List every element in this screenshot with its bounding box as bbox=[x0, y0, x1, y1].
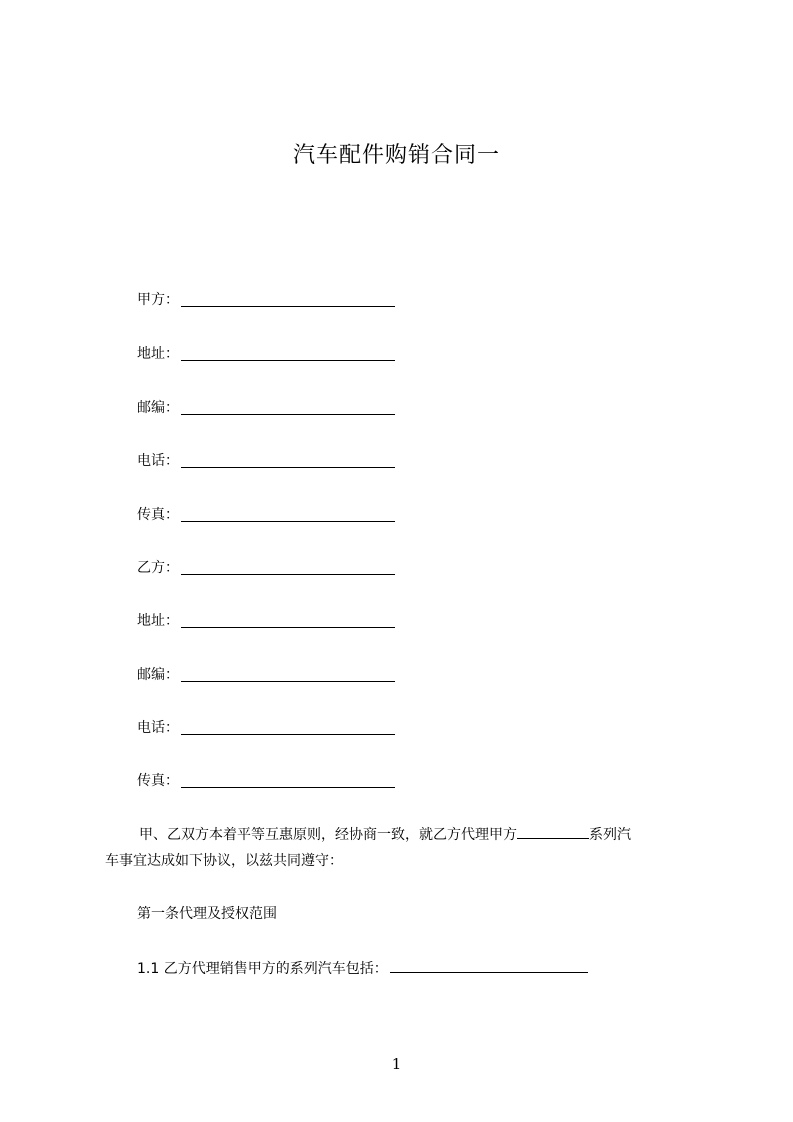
party-b-postcode-field bbox=[137, 665, 395, 685]
party-b-name-label: 乙方： bbox=[137, 560, 179, 576]
party-b-fax-field bbox=[137, 771, 395, 791]
party-b-fax-label: 传真： bbox=[137, 773, 179, 789]
intro-line-2: 车事宜达成如下协议，以兹共同遵守： bbox=[105, 853, 343, 869]
party-a-address-label: 地址： bbox=[137, 346, 179, 362]
clause-1-1-text: 1.1 乙方代理销售甲方的系列汽车包括： bbox=[137, 961, 388, 977]
intro-line-1 bbox=[139, 824, 631, 845]
party-a-fax-label: 传真： bbox=[137, 507, 179, 523]
party-b-name-field bbox=[137, 558, 395, 578]
party-b-fax-blank bbox=[181, 773, 395, 788]
party-a-phone-blank bbox=[181, 453, 395, 468]
party-a-postcode-label: 邮编： bbox=[137, 400, 179, 416]
party-a-fax-field bbox=[137, 505, 395, 525]
clause-1-1-blank bbox=[390, 958, 588, 973]
party-a-phone-field bbox=[137, 451, 395, 471]
party-a-name-field bbox=[137, 290, 395, 310]
party-a-postcode-field bbox=[137, 398, 395, 418]
party-a-postcode-blank bbox=[181, 400, 395, 415]
party-b-postcode-label: 邮编： bbox=[137, 667, 179, 683]
party-a-name-blank bbox=[181, 292, 395, 307]
party-b-address-field bbox=[137, 611, 395, 631]
party-b-name-blank bbox=[181, 560, 395, 575]
party-b-postcode-blank bbox=[181, 667, 395, 682]
page-number: 1 bbox=[391, 1055, 402, 1073]
party-a-fax-blank bbox=[181, 507, 395, 522]
party-a-phone-label: 电话： bbox=[137, 453, 179, 469]
series-blank bbox=[517, 824, 589, 839]
party-b-phone-label: 电话： bbox=[137, 720, 179, 736]
clause-1-1 bbox=[137, 958, 588, 979]
article-1-heading: 第一条代理及授权范围 bbox=[137, 906, 277, 922]
intro-text-part1: 甲、乙双方本着平等互惠原则，经协商一致，就乙方代理甲方 bbox=[139, 827, 517, 843]
party-a-address-field bbox=[137, 344, 395, 364]
party-a-name-label: 甲方： bbox=[137, 292, 179, 308]
party-b-phone-field bbox=[137, 718, 395, 738]
party-a-address-blank bbox=[181, 346, 395, 361]
party-b-phone-blank bbox=[181, 720, 395, 735]
document-title: 汽车配件购销合同一 bbox=[292, 143, 500, 168]
party-b-address-label: 地址： bbox=[137, 613, 179, 629]
intro-text-part2: 系列汽 bbox=[589, 827, 631, 843]
party-b-address-blank bbox=[181, 613, 395, 628]
